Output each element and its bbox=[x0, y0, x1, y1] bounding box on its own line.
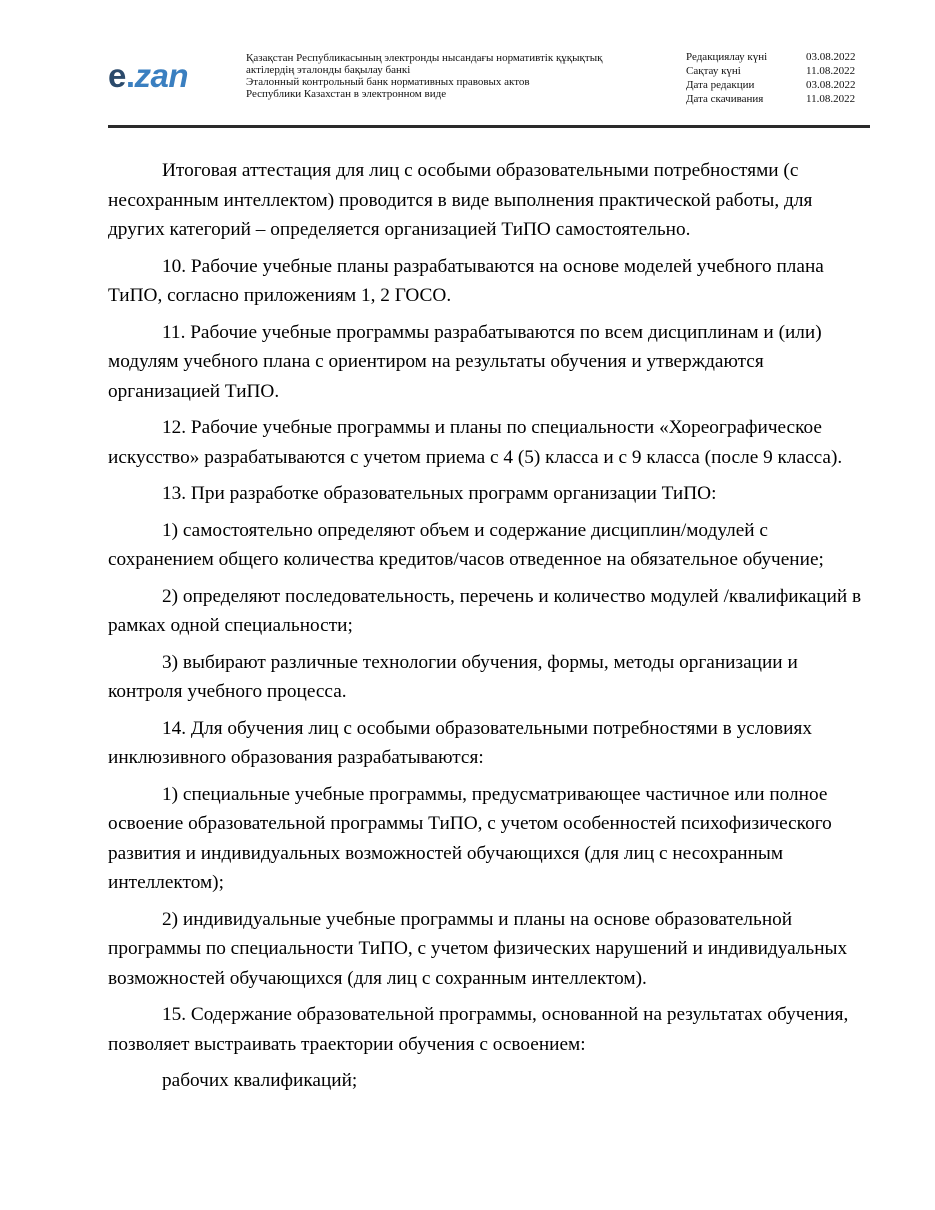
paragraph: 1) самостоятельно определяют объем и содержание дисциплин/модулей с сохранением общего количества кредитов/часов отведенное на обязательное обучение; bbox=[108, 519, 824, 570]
meta-row-edit-date-ru bbox=[686, 78, 870, 92]
meta-row-save-date-kz bbox=[686, 64, 870, 78]
header-line: Қазақстан Республикасының электронды нысандағы нормативтік құқықтық bbox=[246, 52, 603, 64]
paragraph: 10. Рабочие учебные планы разрабатываются на основе моделей учебного плана ТиПО, согласно приложениям 1, 2 ГОСО. bbox=[108, 255, 824, 306]
header-description bbox=[246, 52, 602, 100]
paragraph: рабочих квалификаций; bbox=[162, 1070, 358, 1091]
meta-label: Дата редакции bbox=[686, 79, 755, 91]
meta-value: 11.08.2022 bbox=[806, 93, 856, 105]
paragraph: 2) индивидуальные учебные программы и планы на основе образовательной программы по специальности ТиПО, с учетом физических нарушений и индивидуальных возможностей обучающихся (для лиц с сохранным интеллектом). bbox=[108, 908, 848, 989]
ezan-logo bbox=[108, 58, 188, 94]
paragraph: 3) выбирают различные технологии обучения, формы, методы организации и контроля учебного процесса. bbox=[108, 651, 798, 702]
meta-value: 03.08.2022 bbox=[806, 79, 856, 91]
header-dates bbox=[686, 50, 870, 106]
header-line: Эталонный контрольный банк нормативных правовых актов bbox=[246, 76, 530, 88]
paragraph: 1) специальные учебные программы, предусматривающее частичное или полное освоение образовательной программы ТиПО, с учетом особенностей психофизического развития и индивидуальных возможностей обучающихся (для лиц с несохранным интеллектом); bbox=[108, 783, 832, 893]
paragraph: 2) определяют последовательность, перечень и количество модулей /квалификаций в рамках одной специальности; bbox=[108, 585, 862, 636]
meta-row-download-date-ru bbox=[686, 92, 870, 106]
document-header bbox=[108, 46, 870, 126]
paragraph: 11. Рабочие учебные программы разрабатываются по всем дисциплинам и (или) модулям учебного плана с ориентиром на результаты обучения и утверждаются организацией ТиПО. bbox=[108, 321, 822, 402]
meta-label: Редакциялау күні bbox=[686, 51, 768, 63]
meta-value: 03.08.2022 bbox=[806, 51, 856, 63]
meta-value: 11.08.2022 bbox=[806, 65, 856, 77]
logo-dot: . bbox=[125, 57, 135, 94]
header-line: актілердің эталонды бақылау банкі bbox=[246, 64, 411, 76]
paragraph: 14. Для обучения лиц с особыми образовательными потребностями в условиях инклюзивного образования разрабатываются: bbox=[108, 717, 812, 768]
paragraph: 12. Рабочие учебные программы и планы по специальности «Хореографическое искусство» разрабатываются с учетом приема с 4 (5) класса и с 9 класса (после 9 класса). bbox=[108, 417, 843, 468]
header-divider bbox=[108, 125, 870, 128]
logo-letter-e: e bbox=[108, 57, 126, 94]
logo-word-zan: zan bbox=[134, 57, 189, 94]
paragraph: Итоговая аттестация для лиц с особыми образовательными потребностями (с несохранным интеллектом) проводится в виде выполнения практической работы, для других категорий – определяется организацией ТиПО самостоятельно. bbox=[108, 160, 813, 240]
meta-label: Сақтау күні bbox=[686, 65, 741, 77]
paragraph: 15. Содержание образовательной программы, основанной на результатах обучения, позволяет выстраивать траектории обучения с освоением: bbox=[108, 1004, 849, 1055]
paragraph: 13. При разработке образовательных программ организации ТиПО: bbox=[162, 483, 717, 504]
document-body bbox=[108, 156, 870, 1103]
meta-row-edit-date-kz bbox=[686, 50, 870, 64]
header-line: Республики Казахстан в электронном виде bbox=[246, 88, 447, 100]
meta-label: Дата скачивания bbox=[686, 93, 764, 105]
